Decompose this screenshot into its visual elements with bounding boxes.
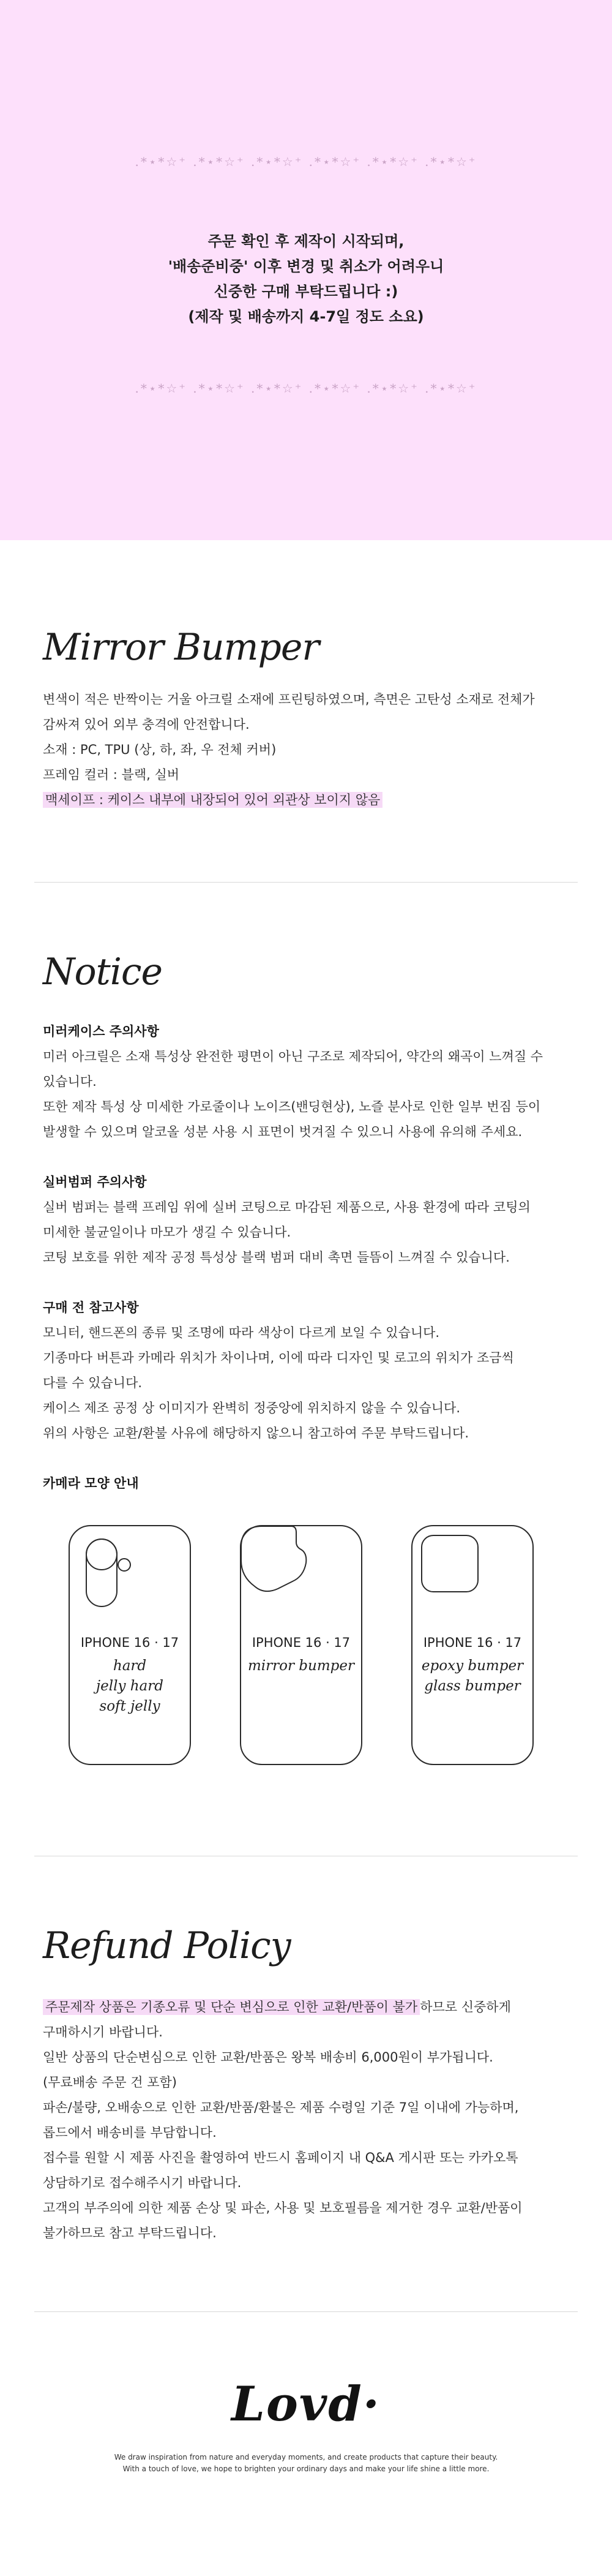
order-notice-banner [0,0,612,540]
refund-policy-body [43,1995,569,2246]
notice-line: '배송준비중' 이후 변경 및 취소가 어려우니 [168,258,444,275]
description-line: 감싸져 있어 외부 충격에 안전합니다. [43,717,250,732]
case-type-line: mirror bumper [248,1658,354,1674]
phone-model-label: IPHONE 16 · 17 [423,1635,522,1650]
refund-line: 롭드에서 배송비를 부담합니다. [43,2125,217,2140]
notice-line: 신중한 구매 부탁드립니다 :) [214,283,398,300]
tagline-line: We draw inspiration from nature and everyday moments, and create products that capture their beauty. [114,2453,498,2461]
description-line: 소재 : PC, TPU (상, 하, 좌, 우 전체 커버) [43,742,277,757]
highlight-text: 맥세이프 : 케이스 내부에 내장되어 있어 외관상 보이지 않음 [43,792,382,808]
mirror-case-caution-heading: 미러케이스 주의사항 [43,1024,159,1039]
brand-tagline [0,2452,612,2475]
phone-model-label: IPHONE 16 · 17 [80,1635,179,1650]
phone-diagram-mirror-bumper [240,1525,362,1765]
section-divider [34,2311,578,2312]
refund-line: 구매하시기 바랍니다. [43,2025,163,2039]
refund-line: 파손/불량, 오배송으로 인한 교환/반품/환불은 제품 수령일 기준 7일 이내에 가능하며, [43,2100,519,2115]
refund-line [43,1995,569,2020]
mirror-bumper-title: Mirror Bumper [43,626,319,669]
phone-case-type [241,1656,361,1676]
notice-line: 미세한 불균일이나 마모가 생길 수 있습니다. [43,1225,291,1240]
notice-body [43,1019,569,1496]
order-notice-text [0,229,612,330]
phone-model-label: IPHONE 16 · 17 [252,1635,351,1650]
refund-line: (무료배송 주문 건 포함) [43,2075,177,2090]
star-decoration-top: .*⋆*☆⁺ .*⋆*☆⁺ .*⋆*☆⁺ .*⋆*☆⁺ .*⋆*☆⁺ .*⋆*☆⁺ [135,154,477,169]
notice-line: 또한 제작 특성 상 미세한 가로줄이나 노이즈(밴딩현상), 노즐 분사로 인한 일부 번짐 등이 [43,1099,541,1114]
notice-line: 발생할 수 있으며 알코올 성분 사용 시 표면이 벗겨질 수 있으니 사용에 유의해 주세요. [43,1124,523,1139]
notice-line: 위의 사항은 교환/환불 사유에 해당하지 않으니 참고하여 주문 부탁드립니다. [43,1426,469,1441]
camera-square-icon [421,1535,479,1592]
star-decoration-bottom: .*⋆*☆⁺ .*⋆*☆⁺ .*⋆*☆⁺ .*⋆*☆⁺ .*⋆*☆⁺ .*⋆*☆⁺ [135,381,477,396]
section-divider [34,882,578,883]
camera-bump-icon [240,1525,362,1623]
refund-line: 접수를 원할 시 제품 사진을 촬영하여 반드시 홈페이지 내 Q&A 게시판 또는 카카오톡 [43,2150,518,2165]
notice-line: 미러 아크릴은 소재 특성상 완전한 평면이 아닌 구조로 제작되어, 약간의 왜곡이 느껴질 수 [43,1049,543,1064]
camera-guide-heading: 카메라 모양 안내 [43,1476,139,1491]
tagline-line: With a touch of love, we hope to brighten your ordinary days and make your life shine a little more. [122,2465,490,2473]
case-type-line: epoxy bumper [421,1658,524,1674]
silver-bumper-caution-heading: 실버범퍼 주의사항 [43,1175,147,1189]
magsafe-note [43,788,569,813]
notice-line: 모니터, 핸드폰의 종류 및 조명에 따라 색상이 다르게 보일 수 있습니다. [43,1325,440,1340]
description-line: 프레임 컬러 : 블랙, 실버 [43,767,180,782]
notice-line: 다를 수 있습니다. [43,1376,143,1390]
case-type-line: glass bumper [424,1678,521,1694]
refund-line: 불가하므로 참고 부탁드립니다. [43,2226,217,2240]
description-line: 변색이 적은 반짝이는 거울 아크릴 소재에 프린팅하였으며, 측면은 고탄성 소재로 전체가 [43,692,535,707]
highlight-tail: 하므로 신중하게 [420,2000,511,2014]
phone-diagram-hard-jelly [69,1525,191,1765]
highlight-text: 주문제작 상품은 기종오류 및 단순 변심으로 인한 교환/반품이 불가 [43,1999,420,2015]
notice-line: 주문 확인 후 제작이 시작되며, [207,233,405,250]
notice-line: 코팅 보호를 위한 제작 공정 특성상 블랙 범퍼 대비 촉면 들뜸이 느껴질 수 있습니다. [43,1250,510,1265]
notice-title: Notice [43,951,163,993]
refund-line: 고객의 부주의에 의한 제품 손상 및 파손, 사용 및 보호필름을 제거한 경우 교환/반품이 [43,2201,523,2215]
case-type-line: jelly hard [95,1678,163,1694]
phone-diagram-epoxy-glass-bumper [411,1525,534,1765]
phone-case-type [412,1656,532,1697]
case-type-line: soft jelly [99,1698,160,1714]
notice-line: (제작 및 배송까지 4-7일 정도 소요) [188,308,424,325]
brand-logo: Lovd· [231,2376,381,2432]
refund-line: 상담하기로 접수해주시기 바랍니다. [43,2175,242,2190]
pre-purchase-heading: 구매 전 참고사항 [43,1300,139,1315]
phone-case-type [70,1656,190,1717]
notice-line: 기종마다 버튼과 카메라 위치가 차이나며, 이에 따라 디자인 및 로고의 위치가 조금씩 [43,1350,514,1365]
case-type-line: hard [113,1658,147,1674]
refund-policy-title: Refund Policy [43,1924,291,1967]
notice-line: 있습니다. [43,1074,97,1089]
flash-icon [118,1558,131,1572]
notice-line: 케이스 제조 공정 상 이미지가 완벽히 정중앙에 위치하지 않을 수 있습니다. [43,1401,461,1415]
notice-line: 실버 범퍼는 블랙 프레임 위에 실버 코팅으로 마감된 제품으로, 사용 환경에 따라 코팅의 [43,1200,531,1215]
camera-module-outline [86,1538,118,1607]
mirror-bumper-description [43,687,569,813]
refund-line: 일반 상품의 단순변심으로 인한 교환/반품은 왕복 배송비 6,000원이 부가됩니다. [43,2050,493,2065]
